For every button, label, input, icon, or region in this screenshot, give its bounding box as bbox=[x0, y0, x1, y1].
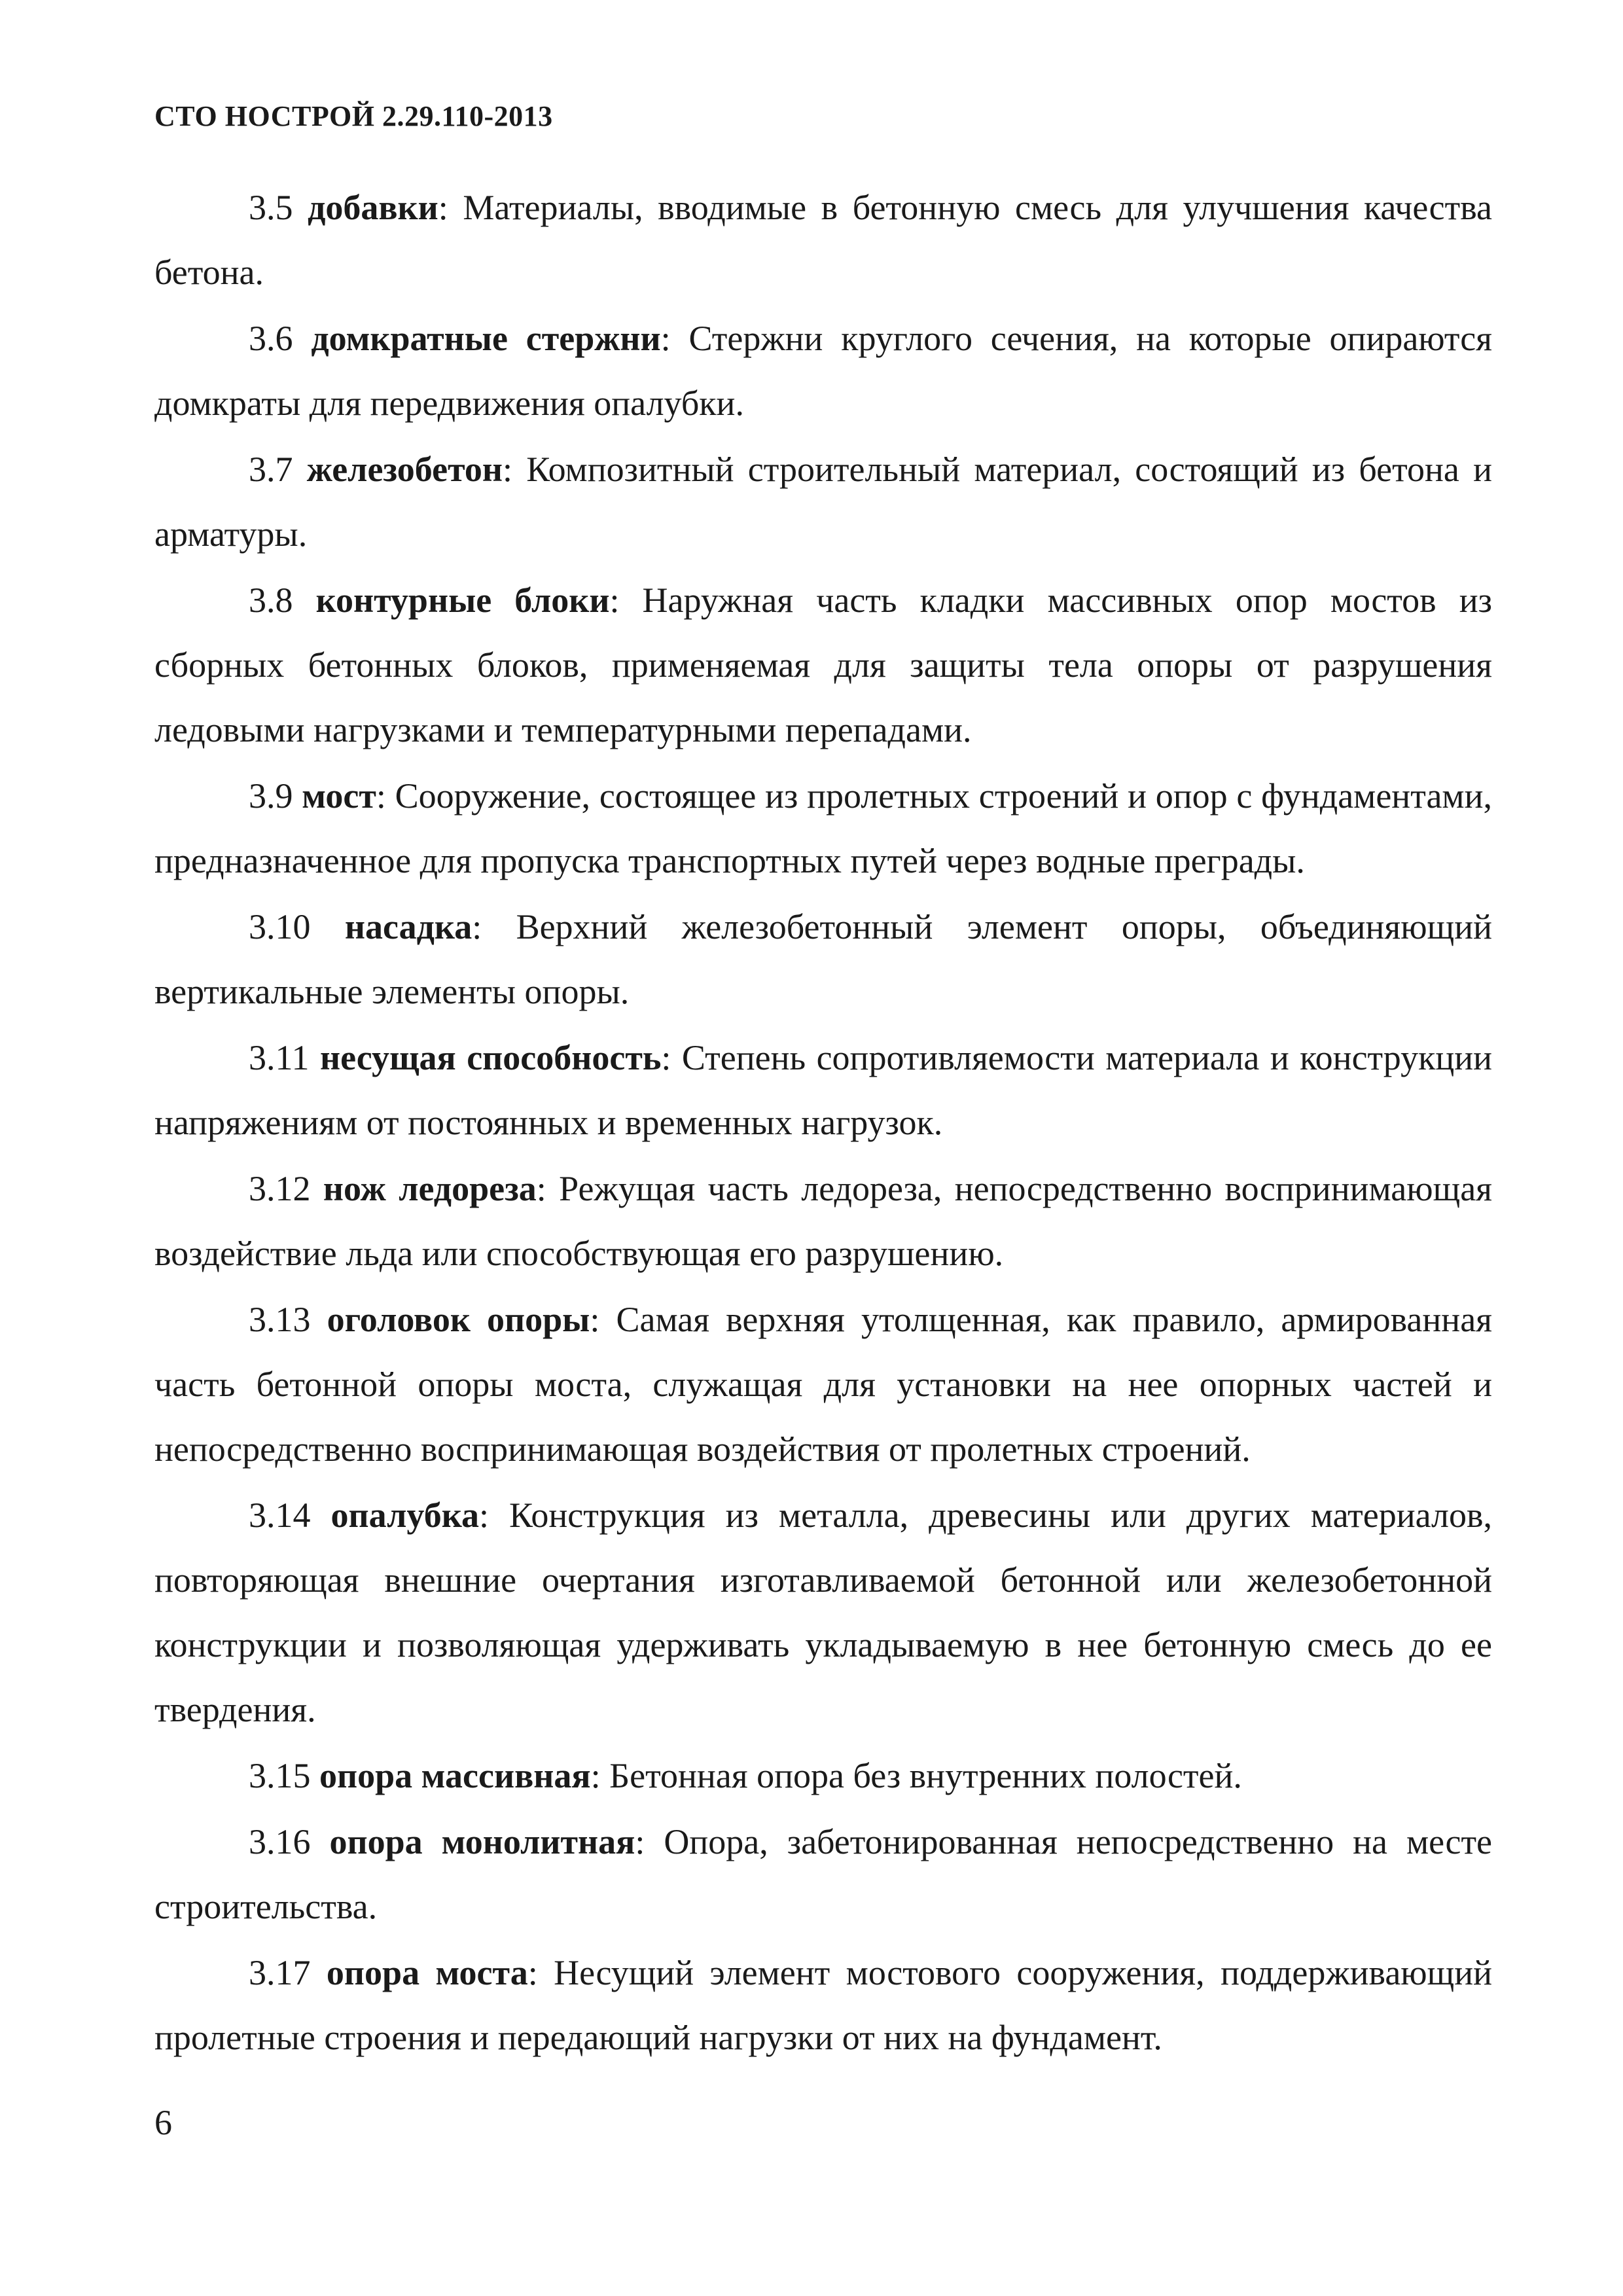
definition-item bbox=[154, 895, 1492, 1024]
definition-term: контурные блоки bbox=[315, 581, 610, 620]
definition-text: : Степень сопротивляемости материала и конструкции напряжениям от постоянных и временных нагрузок. bbox=[154, 1038, 1493, 1142]
definition-number: 3.17 bbox=[249, 1953, 311, 1992]
standard-code-header: СТО НОСТРОЙ 2.29.110-2013 bbox=[154, 100, 553, 132]
definition-item bbox=[154, 764, 1492, 893]
definition-term: железобетон bbox=[306, 450, 503, 489]
definition-number: 3.15 bbox=[249, 1756, 311, 1795]
definition-item bbox=[154, 1483, 1492, 1742]
definition-text: : Опора, забетонированная непосредственно на месте строительства. bbox=[154, 1822, 1493, 1926]
definition-text: : Бетонная опора без внутренних полостей. bbox=[590, 1756, 1242, 1795]
definition-number: 3.9 bbox=[249, 776, 293, 816]
definition-text: : Материалы, вводимые в бетонную смесь для улучшения качества бетона. bbox=[154, 188, 1492, 292]
definition-number: 3.12 bbox=[249, 1169, 311, 1208]
definition-number: 3.6 bbox=[249, 319, 293, 358]
definition-item bbox=[154, 1026, 1492, 1155]
definition-term: опора монолитная bbox=[329, 1822, 635, 1861]
definition-number: 3.11 bbox=[249, 1038, 310, 1077]
definition-number: 3.10 bbox=[249, 907, 311, 946]
definition-text: : Стержни круглого сечения, на которые опираются домкраты для передвижения опалубки. bbox=[154, 319, 1492, 423]
definition-item bbox=[154, 306, 1492, 436]
definition-text: : Самая верхняя утолщенная, как правило, армированная часть бетонной опоры моста, служащая для установки на нее опорных частей и непосредственно воспринимающая воздействия от пролетных строений. bbox=[154, 1300, 1493, 1469]
definition-term: добавки bbox=[308, 188, 438, 227]
definition-item bbox=[154, 1157, 1492, 1286]
definition-term: опалубка bbox=[330, 1496, 479, 1535]
definition-text: : Несущий элемент мостового сооружения, поддерживающий пролетные строения и передающий нагрузки от них на фундамент. bbox=[154, 1953, 1493, 2057]
definition-item bbox=[154, 1287, 1492, 1482]
definition-term: опора массивная bbox=[319, 1756, 591, 1795]
definition-term: несущая способность bbox=[319, 1038, 662, 1077]
definition-text: : Сооружение, состоящее из пролетных строений и опор с фундаментами, предназначенное для пропуска транспортных путей через водные преграды. bbox=[154, 776, 1492, 880]
definition-item bbox=[154, 568, 1492, 762]
definition-number: 3.8 bbox=[249, 581, 293, 620]
definition-number: 3.7 bbox=[249, 450, 293, 489]
definitions-list bbox=[154, 175, 1492, 2072]
definition-text: : Режущая часть ледореза, непосредственно воспринимающая воздействие льда или способствующая его разрушению. bbox=[154, 1169, 1492, 1273]
definition-number: 3.5 bbox=[249, 188, 293, 227]
definition-item bbox=[154, 1744, 1492, 1808]
definition-text: : Конструкция из металла, древесины или других материалов, повторяющая внешние очертания изготавливаемой бетонной или железобетонной конструкции и позволяющая удерживать укладываемую в нее бетонную смесь до ее твердения. bbox=[154, 1496, 1492, 1729]
definition-number: 3.13 bbox=[249, 1300, 311, 1339]
definition-item bbox=[154, 1810, 1492, 1939]
definition-item bbox=[154, 437, 1492, 567]
definition-text: : Композитный строительный материал, состоящий из бетона и арматуры. bbox=[154, 450, 1492, 554]
definition-item bbox=[154, 175, 1492, 305]
definition-term: насадка bbox=[344, 907, 473, 946]
definition-term: мост bbox=[302, 776, 376, 816]
definition-term: домкратные стержни bbox=[311, 319, 661, 358]
definition-text: : Верхний железобетонный элемент опоры, объединяющий вертикальные элементы опоры. bbox=[154, 907, 1492, 1011]
definition-text: : Наружная часть кладки массивных опор мостов из сборных бетонных блоков, применяемая для защиты тела опоры от разрушения ледовыми нагрузками и температурными перепадами. bbox=[154, 581, 1493, 749]
definition-item bbox=[154, 1941, 1492, 2070]
definition-number: 3.16 bbox=[249, 1822, 311, 1861]
definition-number: 3.14 bbox=[249, 1496, 311, 1535]
definition-term: опора моста bbox=[326, 1953, 528, 1992]
definition-term: нож ледореза bbox=[323, 1169, 537, 1208]
definition-term: оголовок опоры bbox=[327, 1300, 590, 1339]
page-number: 6 bbox=[154, 2103, 172, 2142]
